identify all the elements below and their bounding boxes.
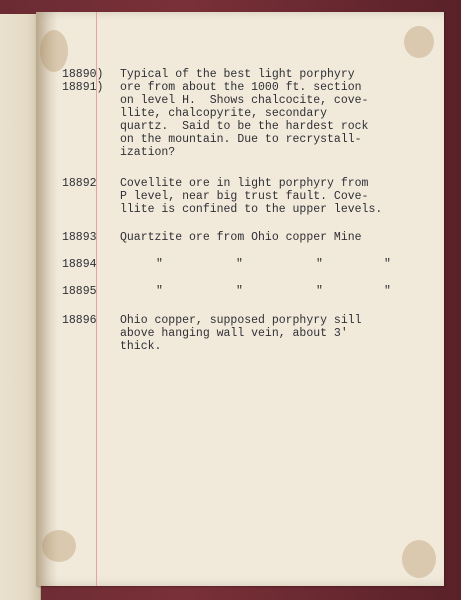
entry-line: quartz. Said to be the hardest rock (120, 120, 369, 133)
entry-line: on the mountain. Due to recrystall- (120, 133, 362, 146)
stain-bottom-right (402, 540, 436, 578)
ditto-mark: " (384, 285, 391, 298)
entry-line: Typical of the best light porphyry (120, 68, 355, 81)
ditto-mark: " (236, 285, 243, 298)
stain-top-left (40, 30, 68, 72)
entry-line: llite, chalcopyrite, secondary (120, 107, 328, 120)
entry-line: ore from about the 1000 ft. section (120, 81, 362, 94)
entry-number: 18893 (62, 231, 97, 244)
notebook-page (36, 12, 444, 586)
stain-top-right (404, 26, 434, 58)
entry-number: 18891) (62, 81, 104, 94)
entry-line: on level H. Shows chalcocite, cove- (120, 94, 369, 107)
entry-18890 (36, 68, 444, 164)
ditto-mark: " (316, 258, 323, 271)
ditto-mark: " (236, 258, 243, 271)
stain-bottom-left (42, 530, 76, 562)
entry-line: P level, near big trust fault. Cove- (120, 190, 369, 203)
entry-line: thick. (120, 340, 162, 353)
entry-number: 18892 (62, 177, 97, 190)
entry-18892 (36, 177, 444, 219)
ditto-mark: " (316, 285, 323, 298)
entry-18893 (36, 231, 444, 247)
entry-number: 18895 (62, 285, 97, 298)
entry-number: 18896 (62, 314, 97, 327)
entry-line: llite is confined to the upper levels. (120, 203, 383, 216)
entry-18896 (36, 314, 444, 356)
ditto-mark: " (156, 285, 163, 298)
entry-line: above hanging wall vein, about 3' (120, 327, 348, 340)
entry-line: Quartzite ore from Ohio copper Mine (120, 231, 362, 244)
entry-line: Covellite ore in light porphyry from (120, 177, 369, 190)
left-page-edge (0, 14, 41, 600)
entry-18894 (36, 258, 444, 274)
entry-18895 (36, 285, 444, 301)
entry-number: 18894 (62, 258, 97, 271)
entry-line: ization? (120, 146, 176, 159)
ditto-mark: " (156, 258, 163, 271)
entry-line: Ohio copper, supposed porphyry sill (120, 314, 362, 327)
ditto-mark: " (384, 258, 391, 271)
entry-number: 18890) (62, 68, 104, 81)
